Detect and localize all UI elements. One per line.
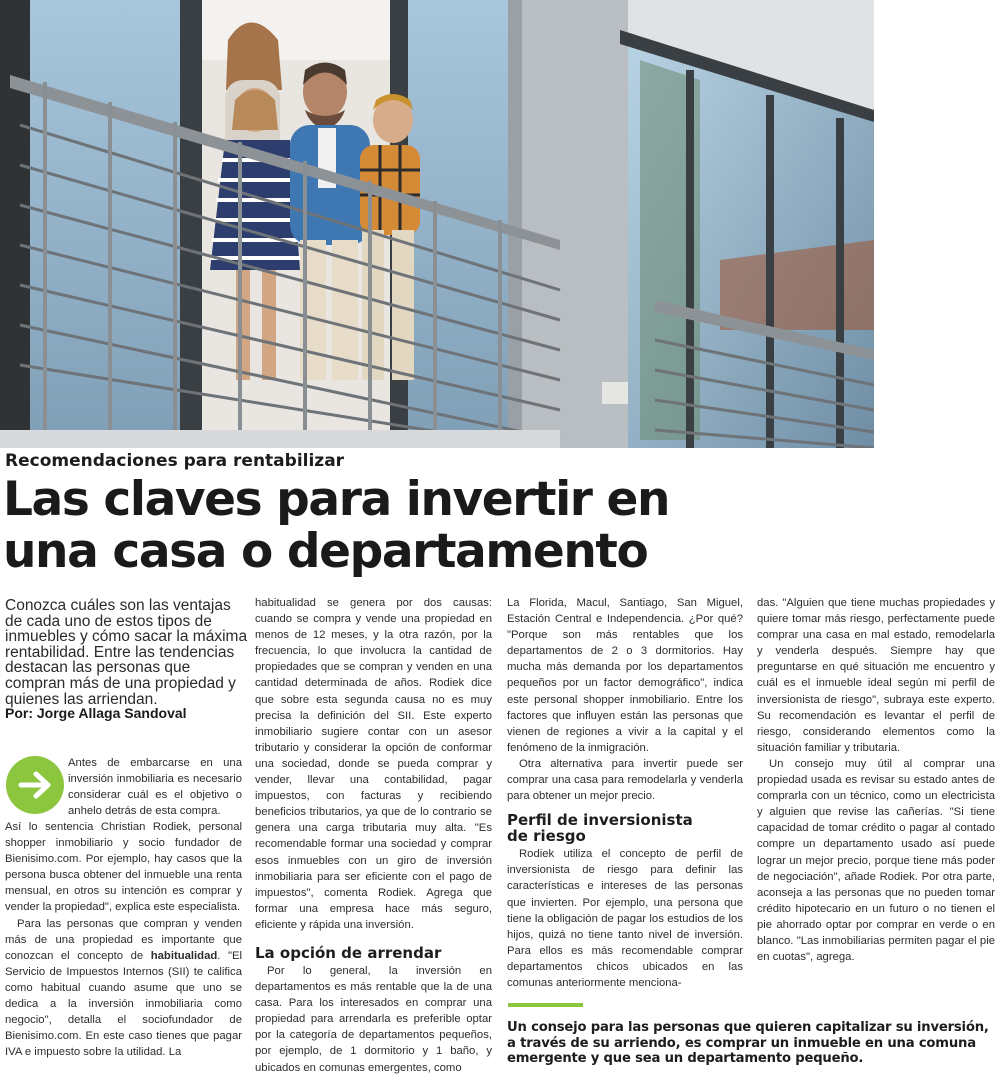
article-photo [0,0,874,448]
body-column-1 [5,819,242,1060]
body-column-2 [255,595,492,1076]
body-column-1-intro [68,755,242,819]
paragraph-col3-3: Rodiek utiliza el concepto de perfil de inversionista de riesgo para definir las características e intereses de las personas que invierten. Por ejemplo, una persona que tiene la obligación de pagar los estudios de los hijos, quizá no tiene tanto nivel de inversión. Para ellos es más recomendable comprar departamentos chicos ubicados en las comunas anteriormente menciona- [507,848,743,989]
p2-text-after: . "El Servicio de Impuestos Internos (SII) te califica como habitual cuando asume que uno se dedica a la inversión inmobiliaria como negocio", detalla el sociofundador de Bienisimo.com. En este caso tienes que pagar IVA e impuesto sobre la utilidad. La [5,949,242,1059]
article-lead: Conozca cuáles son las ventajas de cada uno de estos tipos de inmuebles y cómo sacar la máxima rentabilidad. Entre las tendencias destacan las personas que compran más de una propiedad y quienes las arriendan. [5,597,248,708]
pullquote-rule [508,1003,583,1007]
arrow-right-icon [6,756,64,814]
subhead-perfil: Perfil de inversionista de riesgo [507,811,693,846]
article-byline: Por: Jorge Allaga Sandoval [5,705,187,721]
paragraph-col3-2: Otra alternativa para invertir puede ser comprar una casa para remodelarla y venderla para obtener un mejor precio. [507,757,743,803]
p2-text-before: Para las personas que compran y venden más de una propiedad es importante que conozcan el concepto de [5,917,242,962]
body-column-4 [757,595,995,965]
paragraph-col4-1: das. "Alguien que tiene muchas propiedades y quiere tomar más riesgo, perfectamente puede comprar una casa en mal estado, remodelarla y venderla después. Siempre hay que preguntarse en qué situación me encuentro y cuál es el inmueble ideal según mi perfil de inversionista de riesgo", subraya este experto. Su recomendación es levantar el perfil de riesgo, considerando elementos como la situación familiar y tributaria. [757,597,995,754]
paragraph-col4-2: Un consejo muy útil al comprar una propiedad usada es revisar su estado antes de comprarla con un técnico, como un electricista y alguien que revise las cañerías. "Si tiene capacidad de tomar crédito o pagar al contado compre un departamento usado así puede lograr un mejor precio, porque tiene más poder de negociación", añade Rodiek. Por otra parte, aconseja a las personas que no pueden tomar crédito hipotecario en un futuro o no tienen el pie ahorrado optar por comprar en verde o en blanco. "Las inmobiliarias permiten pagar el pie en cuotas", agrega. [757,757,995,964]
paragraph-col2-2: Por lo general, la inversión en departamentos es más rentable que la de una casa. Para los interesados en comprar una propiedad para arrendarla es preferible optar por la categoría de departamentos pequeños, por ejemplo, de 1 dormitorio y 1 baño, y ubicados en comunas emergentes, como [255,964,492,1074]
family-balcony-illustration [0,0,874,448]
paragraph-2 [5,916,242,1061]
paragraph-intro: Antes de embarcarse en una inversión inmobiliaria es necesario considerar cuál es el objetivo o anhelo detrás de esta compra. [68,757,242,818]
body-column-3 [507,595,743,991]
p2-bold-term: habitualidad [150,949,218,962]
headline-line-2: una casa o departamento [3,524,648,579]
headline-line-1: Las claves para invertir en [3,472,670,527]
paragraph-col3-1: La Florida, Macul, Santiago, San Miguel, Estación Central e Independencia. ¿Por qué? "Porque son más rentables que los departamentos de 2 o 3 dormitorios. Hay mucha más demanda por los departamentos pequeños por un factor demográfico", indica este personal shopper inmobiliario. Entre los factores que influyen están las personas que vienen de regiones a vivir a la capital y el fenómeno de la inmigración. [507,597,743,754]
subhead-arrendar: La opción de arrendar [255,943,442,962]
article-headline [3,474,1003,578]
article-kicker: Recomendaciones para rentabilizar [5,451,345,471]
paragraph-col2-1: habitualidad se genera por dos causas: cuando se compra y vende una propiedad en menos de 12 meses, y la otra razón, por la frecuencia, lo que involucra la cantidad de propiedades que se compran y venden en una cantidad determinada de años. Rodiek dice que sobre esta segunda causa no es muy precisa la definición del SII. Este experto inmobiliario sugiere contar con un asesor tributario y considerar la opción de conformar una sociedad, donde se pueda comprar y vender, llevar una contabilidad, pagar impuestos, con facturas y recibiendo beneficios tributarios, ya que de lo contrario se genera una carga tributaria muy alta. "Es recomendable formar una sociedad y comprar esos inmuebles con un giro de inversión inmobiliaria para ser eficiente con el pago de impuestos", comenta Rodiek. Agrega que formar una empresa hace más seguro, eficiente y rápida una inversión. [255,597,492,931]
paragraph-1-rest: Así lo sentencia Christian Rodiek, personal shopper inmobiliario y socio fundador de Bienisimo.com. Por ejemplo, hay casos que la persona busca obtener del inmueble una renta mensual, en otros su intención es comprar y vender la propiedad", explica este especialista. [5,821,242,914]
pullquote: Un consejo para las personas que quieren capitalizar su inversión, a través de su arriendo, es comprar un inmueble en una comuna emergente y que sea un departamento pequeño. [507,1020,989,1066]
